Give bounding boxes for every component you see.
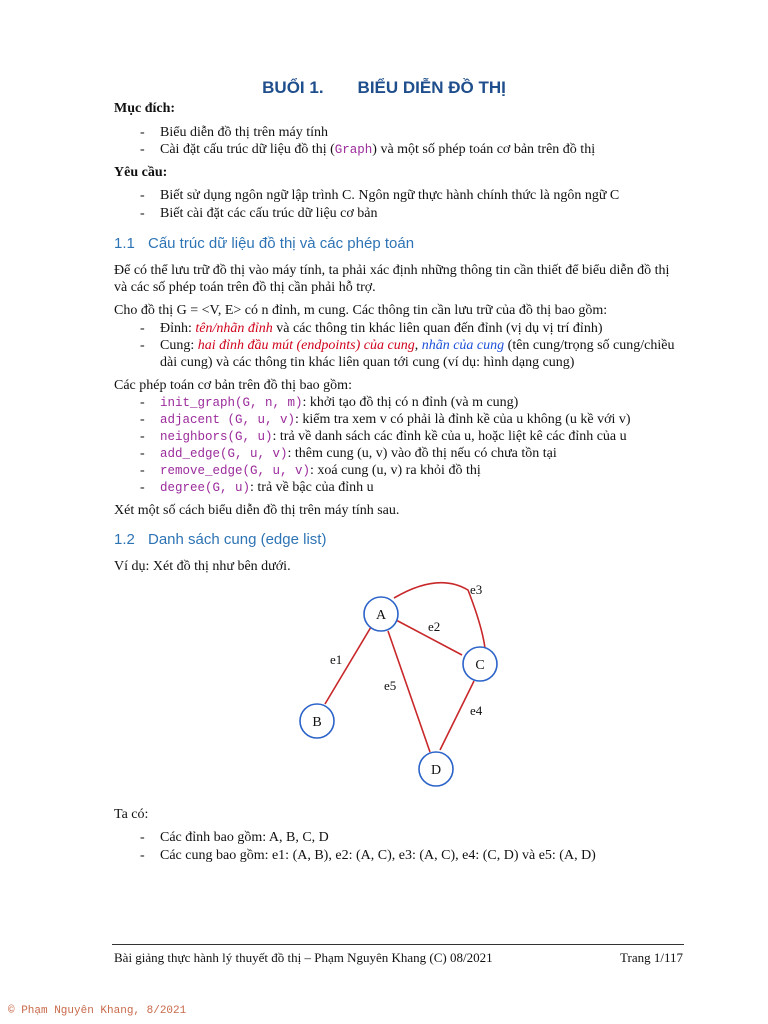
node-label-c: C (475, 658, 485, 673)
footer-divider (112, 944, 684, 945)
operation-code: remove_edge(G, u, v) (160, 464, 311, 478)
graph-diagram (290, 576, 520, 790)
operation-code: init_graph(G, n, m) (160, 396, 303, 410)
paragraph: Ví dụ: Xét đồ thị như bên dưới. (114, 559, 291, 574)
purpose-item: - Biểu diễn đồ thị trên máy tính (140, 125, 328, 140)
requirement-item: - Biết sử dụng ngôn ngữ lập trình C. Ngôn ngữ thực hành chính thức là ngôn ngữ C (140, 188, 620, 203)
operation-item: - add_edge(G, u, v): thêm cung (u, v) vào đồ thị nếu có chưa tồn tại (140, 446, 557, 461)
edge-label-e5: e5 (384, 678, 397, 693)
paragraph: Để có thể lưu trữ đồ thị vào máy tính, ta phải xác định những thông tin cần thiết để biểu diễn đồ thị (114, 263, 670, 278)
edge-info-item: - Cung: hai đỉnh đầu mút (endpoints) của cung, nhãn của cung (tên cung/trọng số cung/chiều dài cung) và các thông tin khác liên quan tới cung (ví dụ: hình dạng cung) (140, 338, 675, 370)
inline-code: Graph (334, 143, 373, 157)
operation-code: neighbors(G, u) (160, 430, 273, 444)
node-label-a: A (375, 608, 387, 623)
paragraph: Xét một số cách biểu diễn đồ thị trên máy tính sau. (114, 503, 400, 518)
section-heading-1-1: 1.1 Cấu trúc dữ liệu đồ thị và các phép toán (114, 235, 415, 252)
section-heading-1-2: 1.2 Danh sách cung (edge list) (114, 531, 327, 548)
copyright-note: © Phạm Nguyên Khang, 8/2021 (8, 1005, 187, 1017)
requirement-item: - Biết cài đặt các cấu trúc dữ liệu cơ bản (140, 206, 378, 221)
page-number: Trang 1/117 (620, 950, 683, 965)
page-title (0, 78, 768, 98)
result-item: - Các đỉnh bao gồm: A, B, C, D (140, 830, 329, 845)
edge-label-e4: e4 (470, 703, 483, 718)
edge-e4 (440, 681, 474, 750)
node-label-d: D (430, 763, 442, 778)
operation-item: - degree(G, u): trả về bậc của đỉnh u (140, 480, 374, 495)
operation-item: - neighbors(G, u): trả về danh sách các đỉnh kề của u, hoặc liệt kê các đỉnh của u (140, 429, 627, 444)
edge-label-e2: e2 (428, 619, 441, 634)
title-text: BIỂU DIỄN ĐỒ THỊ (357, 78, 506, 97)
paragraph: và các số phép toán trên đồ thị cần phải hỗ trợ. (114, 280, 376, 295)
operation-code: degree(G, u) (160, 481, 251, 495)
footer-text: Bài giảng thực hành lý thuyết đồ thị – Phạm Nguyên Khang (C) 08/2021 (114, 950, 493, 965)
operation-code: adjacent (G, u, v) (160, 413, 296, 427)
operation-item: - remove_edge(G, u, v): xoá cung (u, v) ra khỏi đồ thị (140, 463, 481, 478)
paragraph: Ta có: (114, 807, 149, 822)
edge-label-e1: e1 (330, 652, 343, 667)
title-number: BUỔI 1. (262, 78, 324, 97)
paragraph: Cho đồ thị G = <V, E> có n đỉnh, m cung. Các thông tin cần lưu trữ của đồ thị bao gồm: (114, 303, 608, 318)
paragraph: Các phép toán cơ bản trên đồ thị bao gồm: (114, 378, 352, 393)
purpose-heading: Mục đích: (114, 101, 176, 116)
result-item: - Các cung bao gồm: e1: (A, B), e2: (A, C), e3: (A, C), e4: (C, D) và e5: (A, D) (140, 848, 596, 863)
node-label-b: B (312, 715, 322, 730)
edge-label-e3: e3 (470, 582, 483, 597)
operation-item: - adjacent (G, u, v): kiểm tra xem v có phải là đỉnh kề của u không (u kề với v) (140, 412, 631, 427)
requirements-heading: Yêu cầu: (114, 165, 168, 180)
purpose-item: - Cài đặt cấu trúc dữ liệu đồ thị (Graph) và một số phép toán cơ bản trên đồ thị (140, 142, 596, 157)
operation-code: add_edge(G, u, v) (160, 447, 288, 461)
vertex-info-item: - Đỉnh: tên/nhãn đỉnh và các thông tin khác liên quan đến đỉnh (vị dụ vị trí đỉnh) (140, 321, 603, 336)
operation-item: - init_graph(G, n, m): khởi tạo đồ thị có n đỉnh (và m cung) (140, 395, 519, 410)
